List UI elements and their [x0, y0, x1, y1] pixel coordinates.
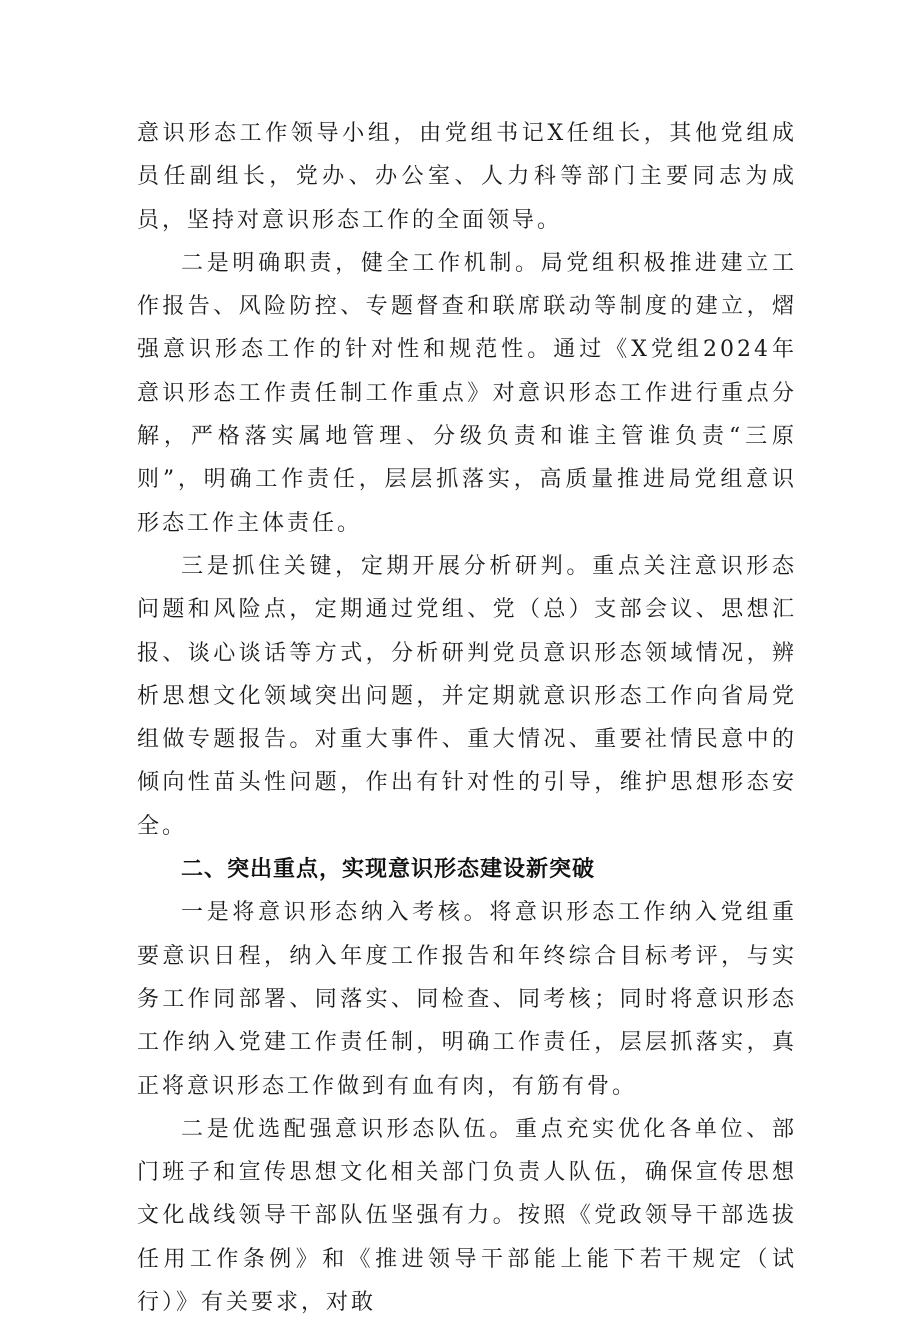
- paragraph-team-building: 二是优选配强意识形态队伍。重点充实优化各单位、部门班子和宣传思想文化相关部门负责人队伍，确保宣传思想文化战线领导干部队伍坚强有力。按照《党政领导干部选拔任用工作条例》和《推进领导干部能上能下若干规定（试行）》有关要求，对敢: [137, 1116, 797, 1316]
- paragraph-assessment: 一是将意识形态纳入考核。将意识形态工作纳入党组重要意识日程，纳入年度工作报告和年终综合目标考评，与实务工作同部署、同落实、同检查、同考核；同时将意识形态工作纳入党建工作责任制，明确工作责任，层层抓落实，真正将意识形态工作做到有血有肉，有筋有骨。: [137, 900, 797, 1099]
- section-heading: 二、突出重点，实现意识形态建设新突破: [181, 857, 596, 883]
- paragraph-analysis-judgment: 三是抓住关键，定期开展分析研判。重点关注意识形态问题和风险点，定期通过党组、党（总）支部会议、思想汇报、谈心谈话等方式，分析研判党员意识形态领域情况，辨析思想文化领域突出问题，并定期就意识形态工作向省局党组做专题报告。对重大事件、重大情况、重要社情民意中的倾向性苗头性问题，作出有针对性的引导，维护思想形态安全。: [137, 553, 797, 839]
- document-body: [137, 112, 797, 1324]
- paragraph-continuation: 意识形态工作领导小组，由党组书记X任组长，其他党组成员任副组长，党办、办公室、人力科等部门主要同志为成员，坚持对意识形态工作的全面领导。: [137, 121, 797, 233]
- paragraph-clarify-duties: 二是明确职责，健全工作机制。局党组积极推进建立工作报告、风险防控、专题督查和联席联动等制度的建立，熠强意识形态工作的针对性和规范性。通过《X党组2024年意识形态工作责任制工作重点》对意识形态工作进行重点分解，严格落实属地管理、分级负责和谁主管谁负责“三原则”，明确工作责任，层层抓落实，高质量推进局党组意识形态工作主体责任。: [137, 250, 797, 536]
